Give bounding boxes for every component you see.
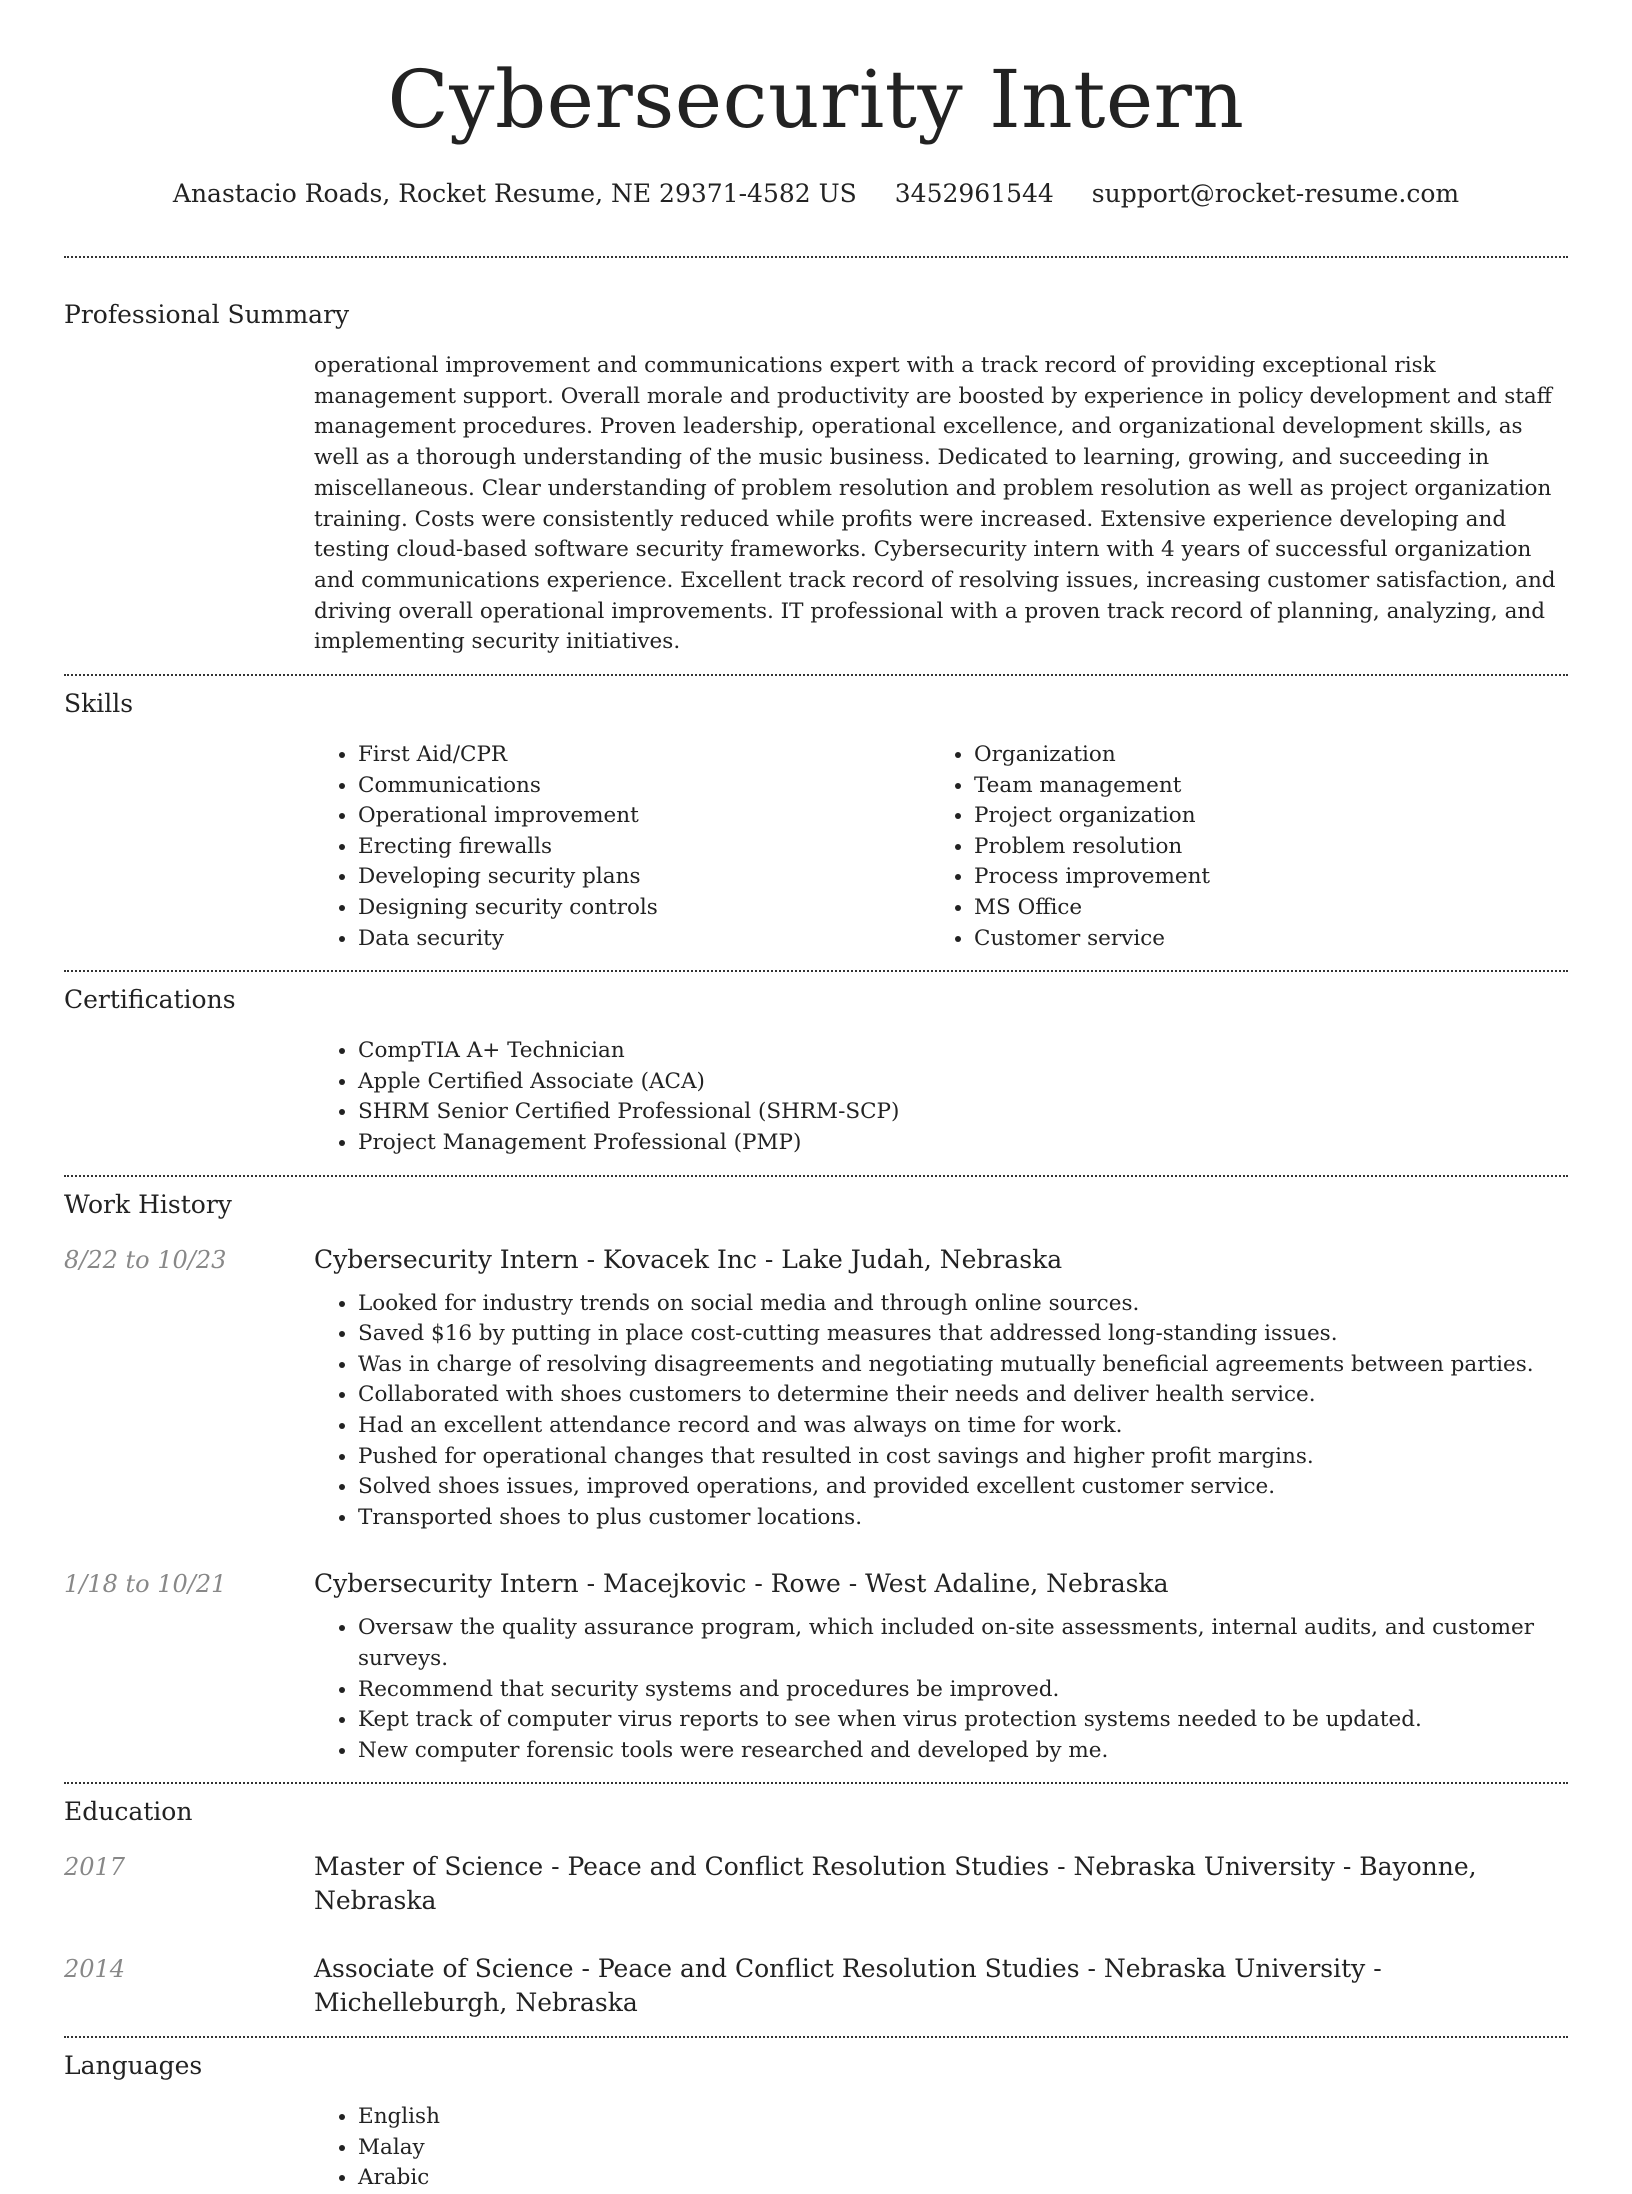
skills-section [64,688,1568,954]
section-title: Languages [64,2051,203,2081]
skill-item: • First Aid/CPR [358,740,930,771]
skill-item: • Communications [358,771,930,802]
skill-item: • Operational improvement [358,801,930,832]
education-year: 2017 [64,1853,126,1882]
certification-item: • CompTIA A+ Technician [358,1036,1568,1067]
work-bullet: • Pushed for operational changes that resulted in cost savings and higher profit margins. [358,1442,1568,1473]
certification-item: • Project Management Professional (PMP) [358,1128,1568,1159]
work-dates: 1/18 to 10/21 [64,1570,227,1599]
work-bullet: • Recommend that security systems and procedures be improved. [358,1675,1568,1706]
education-entry [64,1952,1568,2020]
work-history-section [64,1189,1568,1767]
education-heading [314,1952,1568,2020]
work-bullet: • Saved $16 by putting in place cost-cutting measures that addressed long-standing issues. [358,1319,1568,1350]
section-title: Skills [64,689,134,719]
work-bullets [314,1613,1568,1766]
certification-item: • SHRM Senior Certified Professional (SHRM-SCP) [358,1097,1568,1128]
divider [64,1782,1568,1784]
language-item: • English [358,2102,1568,2133]
resume-page [64,0,1568,2194]
job-employer: - Kovacek Inc - Lake Judah, Nebraska [578,1244,1063,1274]
skills-right-list [930,740,1546,954]
work-bullet: • Oversaw the quality assurance program, which included on-site assessments, internal audits, and customer surveys. [358,1613,1568,1674]
work-entry [64,1243,1568,1534]
section-title: Work History [64,1189,232,1219]
address: Anastacio Roads, Rocket Resume, NE 29371-4582 US [172,179,857,208]
skill-item: • Customer service [974,924,1546,955]
education-section [64,1796,1568,2020]
school: - Nebraska University - Michelleburgh, Nebraska [314,1954,1382,2018]
certification-item: • Apple Certified Associate (ACA) [358,1067,1568,1098]
section-title: Certifications [64,985,236,1015]
divider [64,256,1568,258]
education-heading [314,1850,1568,1918]
divider [64,1175,1568,1177]
language-item: • Malay [358,2133,1568,2164]
section-title: Education [64,1797,193,1827]
languages-section [64,2050,1568,2194]
divider [64,674,1568,676]
section-title: Professional Summary [64,300,350,329]
education-year: 2014 [64,1955,126,1984]
work-bullet: • Kept track of computer virus reports to see when virus protection systems needed to be updated. [358,1705,1568,1736]
work-bullet: • Solved shoes issues, improved operations, and provided excellent customer service. [358,1472,1568,1503]
skill-item: • Organization [974,740,1546,771]
certifications-section [64,984,1568,1158]
work-entry [64,1567,1568,1766]
job-title: Cybersecurity Intern [314,1244,579,1274]
skill-item: • Team management [974,771,1546,802]
certifications-list [314,1036,1568,1158]
skills-left-list [314,740,930,954]
work-dates: 8/22 to 10/23 [64,1245,227,1274]
skills-columns [314,740,1568,954]
divider [64,970,1568,972]
school: - Nebraska University - Bayonne, Nebraska [314,1852,1477,1916]
education-entry [64,1850,1568,1918]
job-title: Cybersecurity Intern [314,1569,579,1599]
work-bullet: • New computer forensic tools were researched and developed by me. [358,1736,1568,1767]
divider [64,2036,1568,2038]
language-item: • Arabic [358,2163,1568,2194]
skill-item: • Designing security controls [358,893,930,924]
work-bullet: • Was in charge of resolving disagreements and negotiating mutually beneficial agreements between parties. [358,1350,1568,1381]
skill-item: • MS Office [974,893,1546,924]
contact-line [64,178,1568,210]
skill-item: • Developing security plans [358,862,930,893]
work-heading [314,1243,1568,1277]
phone: 3452961544 [894,179,1054,208]
work-bullet: • Had an excellent attendance record and was always on time for work. [358,1411,1568,1442]
work-bullet: • Collaborated with shoes customers to determine their needs and deliver health service. [358,1380,1568,1411]
resume-title: Cybersecurity Intern [387,53,1245,146]
skill-item: • Process improvement [974,862,1546,893]
skill-item: • Data security [358,924,930,955]
work-bullets [314,1289,1568,1534]
job-employer: - Macejkovic - Rowe - West Adaline, Nebraska [578,1569,1169,1599]
skill-item: • Project organization [974,801,1546,832]
email: support@rocket-resume.com [1091,179,1460,208]
degree: Associate of Science - Peace and Conflict Resolution Studies [314,1954,1080,1984]
work-bullet: • Looked for industry trends on social media and through online sources. [358,1289,1568,1320]
languages-list [314,2102,1568,2194]
summary-text: operational improvement and communications expert with a track record of providing exceptional risk management support. Overall morale and productivity are boosted by experience in policy development and staff management procedures. Proven leadership, operational excellence, and organizational development skills, as well as a thorough understanding of the music business. Dedicated to learning, growing, and succeeding in miscellaneous. Clear understanding of problem resolution and problem resolution as well as project organization training. Costs were consistently reduced while profits were increased. Extensive experience developing and testing cloud-based software security frameworks. Cybersecurity intern with 4 years of successful organization and communications experience. Excellent track record of resolving issues, increasing customer satisfaction, and driving overall operational improvements. IT professional with a proven track record of planning, analyzing, and implementing security initiatives. [314,353,1556,655]
skill-item: • Problem resolution [974,832,1546,863]
skill-item: • Erecting firewalls [358,832,930,863]
work-heading [314,1567,1568,1601]
work-bullet: • Transported shoes to plus customer locations. [358,1503,1568,1534]
degree: Master of Science - Peace and Conflict Resolution Studies [314,1852,1050,1882]
summary-section [64,299,1568,658]
